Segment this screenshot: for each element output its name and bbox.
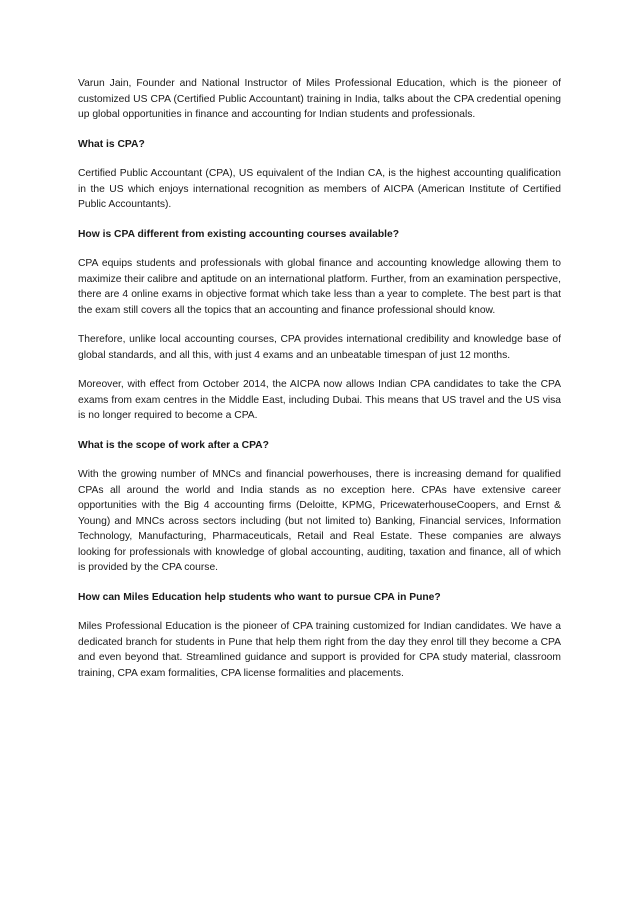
heading-what-is-cpa: What is CPA?: [78, 138, 145, 150]
paragraph-moreover: Moreover, with effect from October 2014, the AICPA now allows Indian CPA candidates to take the CPA exams from exam centres in the Middle East, including Dubai. This means that US travel and the US visa is no longer required to become a CPA.: [78, 379, 561, 421]
heading-cpa-difference: How is CPA different from existing accounting courses available?: [78, 228, 399, 240]
paragraph-growing-mncs: With the growing number of MNCs and financial powerhouses, there is increasing demand for qualified CPAs all around the world and India stands as no exception here. CPAs have extensive career opportunities with the Big 4 accounting firms (Deloitte, KPMG, PricewaterhouseCoopers, and Ernst & Young) and MNCs across sectors including (but not limited to) Banking, Financial services, Information Technology, Manufacturing, Pharmaceuticals, Retail and Real Estate. These companies are always looking for professionals with knowledge of global accounting, auditing, taxation and finance, all of which is provided by the CPA course.: [78, 469, 561, 573]
paragraph-miles-pioneer: Miles Professional Education is the pioneer of CPA training customized for Indian candidates. We have a dedicated branch for students in Pune that help them right from the day they enrol till they become a CPA and even beyond that. Streamlined guidance and support is provided for CPA study material, classroom training, CPA exam formalities, CPA license formalities and placements.: [78, 621, 561, 679]
intro-paragraph: Varun Jain, Founder and National Instructor of Miles Professional Education, which is the pioneer of customized US CPA (Certified Public Accountant) training in India, talks about the CPA credential opening up global opportunities in finance and accounting for Indian students and professionals.: [78, 78, 561, 120]
document-body: [78, 76, 561, 695]
paragraph-therefore: Therefore, unlike local accounting courses, CPA provides international credibility and knowledge base of global standards, and all this, with just 4 exams and an unbeatable timespan of just 12 months.: [78, 334, 561, 361]
heading-scope-of-work: What is the scope of work after a CPA?: [78, 439, 269, 451]
paragraph-cpa-equips: CPA equips students and professionals with global finance and accounting knowledge allowing them to maximize their calibre and aptitude on an international platform. Further, from an examination perspective, there are 4 online exams in objective format which take less than a year to complete. The best part is that the exam still covers all the topics that an accounting and finance professional should know.: [78, 258, 561, 316]
paragraph-cpa-definition: Certified Public Accountant (CPA), US equivalent of the Indian CA, is the highest accounting qualification in the US which enjoys international recognition as members of AICPA (American Institute of Certified Public Accountants).: [78, 168, 561, 210]
heading-miles-education: How can Miles Education help students who want to pursue CPA in Pune?: [78, 591, 441, 603]
